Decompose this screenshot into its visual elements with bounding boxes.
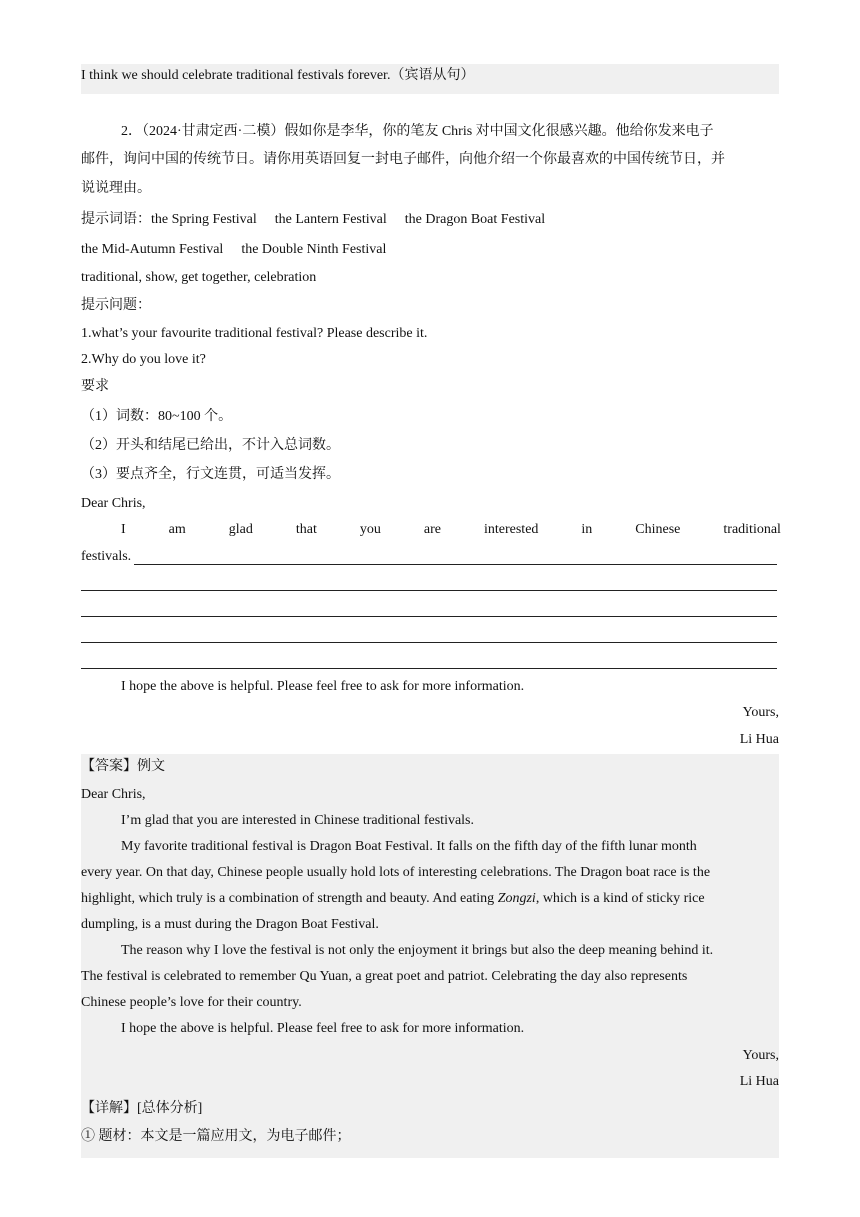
writing-blank-line: [81, 590, 777, 591]
letter-signature: Li Hua: [739, 732, 779, 747]
writing-blank-line: [81, 642, 777, 643]
answer-paragraph-1: I’m glad that you are interested in Chinese traditional festivals.: [121, 813, 475, 828]
writing-blank-line: [134, 564, 777, 565]
hint-words-line: [81, 210, 781, 230]
answer-signoff: Yours,: [742, 1048, 779, 1063]
opening-word: am: [168, 522, 186, 537]
answer-p3-line-1: The reason why I love the festival is not only the enjoyment it brings but also the deep meaning behind it.: [121, 943, 714, 958]
prev-answer-text: I think we should celebrate traditional festivals forever.（宾语从句）: [81, 68, 475, 83]
answer-greeting: Dear Chris,: [81, 787, 146, 802]
hint-word: the Lantern Festival: [274, 212, 387, 227]
question-prompt-3: 说说理由。: [81, 181, 151, 196]
writing-blank-line: [81, 616, 777, 617]
answer-text: , which is a kind of sticky rice: [535, 891, 705, 906]
detail-item-1: ① 题材：本文是一篇应用文，为电子邮件；: [81, 1129, 351, 1144]
hint-word: the Mid-Autumn Festival: [81, 242, 224, 257]
answer-p3-line-2: The festival is celebrated to remember Qu Yuan, a great poet and patriot. Celebrating the day also represents: [81, 969, 688, 984]
answer-p2-line-1: My favorite traditional festival is Dragon Boat Festival. It falls on the fifth day of the fifth lunar month: [121, 839, 697, 854]
answer-label: 【答案】例文: [81, 759, 165, 774]
requirement-1: （1）词数：80~100 个。: [81, 409, 233, 424]
question-line-1: [121, 122, 821, 142]
letter-opening-line: [121, 520, 781, 540]
writing-blank-line: [81, 668, 777, 669]
opening-word: I: [121, 522, 126, 537]
requirement-3: （3）要点齐全，行文连贯，可适当发挥。: [81, 467, 340, 482]
opening-word: that: [295, 522, 317, 537]
answer-p3-line-3: Chinese people’s love for their country.: [81, 995, 302, 1010]
question-prompt-2: 邮件，询问中国的传统节日。请你用英语回复一封电子邮件，向他介绍一个你最喜欢的中国传统节日，并: [81, 152, 725, 167]
hint-words-line-3: traditional, show, get together, celebration: [81, 270, 317, 285]
hint-question-1: 1.what’s your favourite traditional festival? Please describe it.: [81, 326, 428, 341]
opening-word: Chinese: [635, 522, 681, 537]
question-source: （2024·甘肃定西·二模）: [142, 124, 285, 139]
question-number: 2．: [121, 124, 142, 139]
answer-text: highlight, which truly is a combination of strength and beauty. And eating: [81, 891, 495, 906]
answer-closing: I hope the above is helpful. Please feel free to ask for more information.: [121, 1021, 525, 1036]
requirements-label: 要求: [81, 379, 109, 394]
opening-word: traditional: [723, 522, 781, 537]
detail-label: 【详解】[总体分析]: [81, 1101, 203, 1116]
answer-p2-line-4: dumpling, is a must during the Dragon Boat Festival.: [81, 917, 379, 932]
hint-word: the Spring Festival: [151, 212, 257, 227]
opening-word: in: [581, 522, 593, 537]
hint-words-line-2: [81, 240, 781, 260]
hint-question-2: 2.Why do you love it?: [81, 352, 206, 367]
letter-signoff: Yours,: [742, 705, 779, 720]
opening-word: you: [359, 522, 381, 537]
question-prompt-1: 假如你是李华，你的笔友 Chris 对中国文化很感兴趣。他给你发来电子: [284, 124, 714, 139]
hint-questions-label: 提示问题：: [81, 298, 151, 313]
hint-word: the Dragon Boat Festival: [404, 212, 546, 227]
opening-word: are: [423, 522, 441, 537]
hint-words-label: 提示词语：: [81, 212, 151, 227]
hint-word: the Double Ninth Festival: [241, 242, 387, 257]
letter-closing: I hope the above is helpful. Please feel free to ask for more information.: [121, 679, 525, 694]
zongzi-term: Zongzi: [497, 891, 536, 906]
requirement-2: （2）开头和结尾已给出，不计入总词数。: [81, 438, 340, 453]
answer-p2-line-2: every year. On that day, Chinese people usually hold lots of interesting celebrations. The Dragon boat race is the: [81, 865, 711, 880]
letter-greeting: Dear Chris,: [81, 496, 146, 511]
letter-opening-end: festivals.: [81, 549, 132, 564]
opening-word: interested: [483, 522, 539, 537]
answer-signature: Li Hua: [739, 1074, 779, 1089]
answer-p2-line-3: [81, 889, 781, 909]
opening-word: glad: [228, 522, 253, 537]
